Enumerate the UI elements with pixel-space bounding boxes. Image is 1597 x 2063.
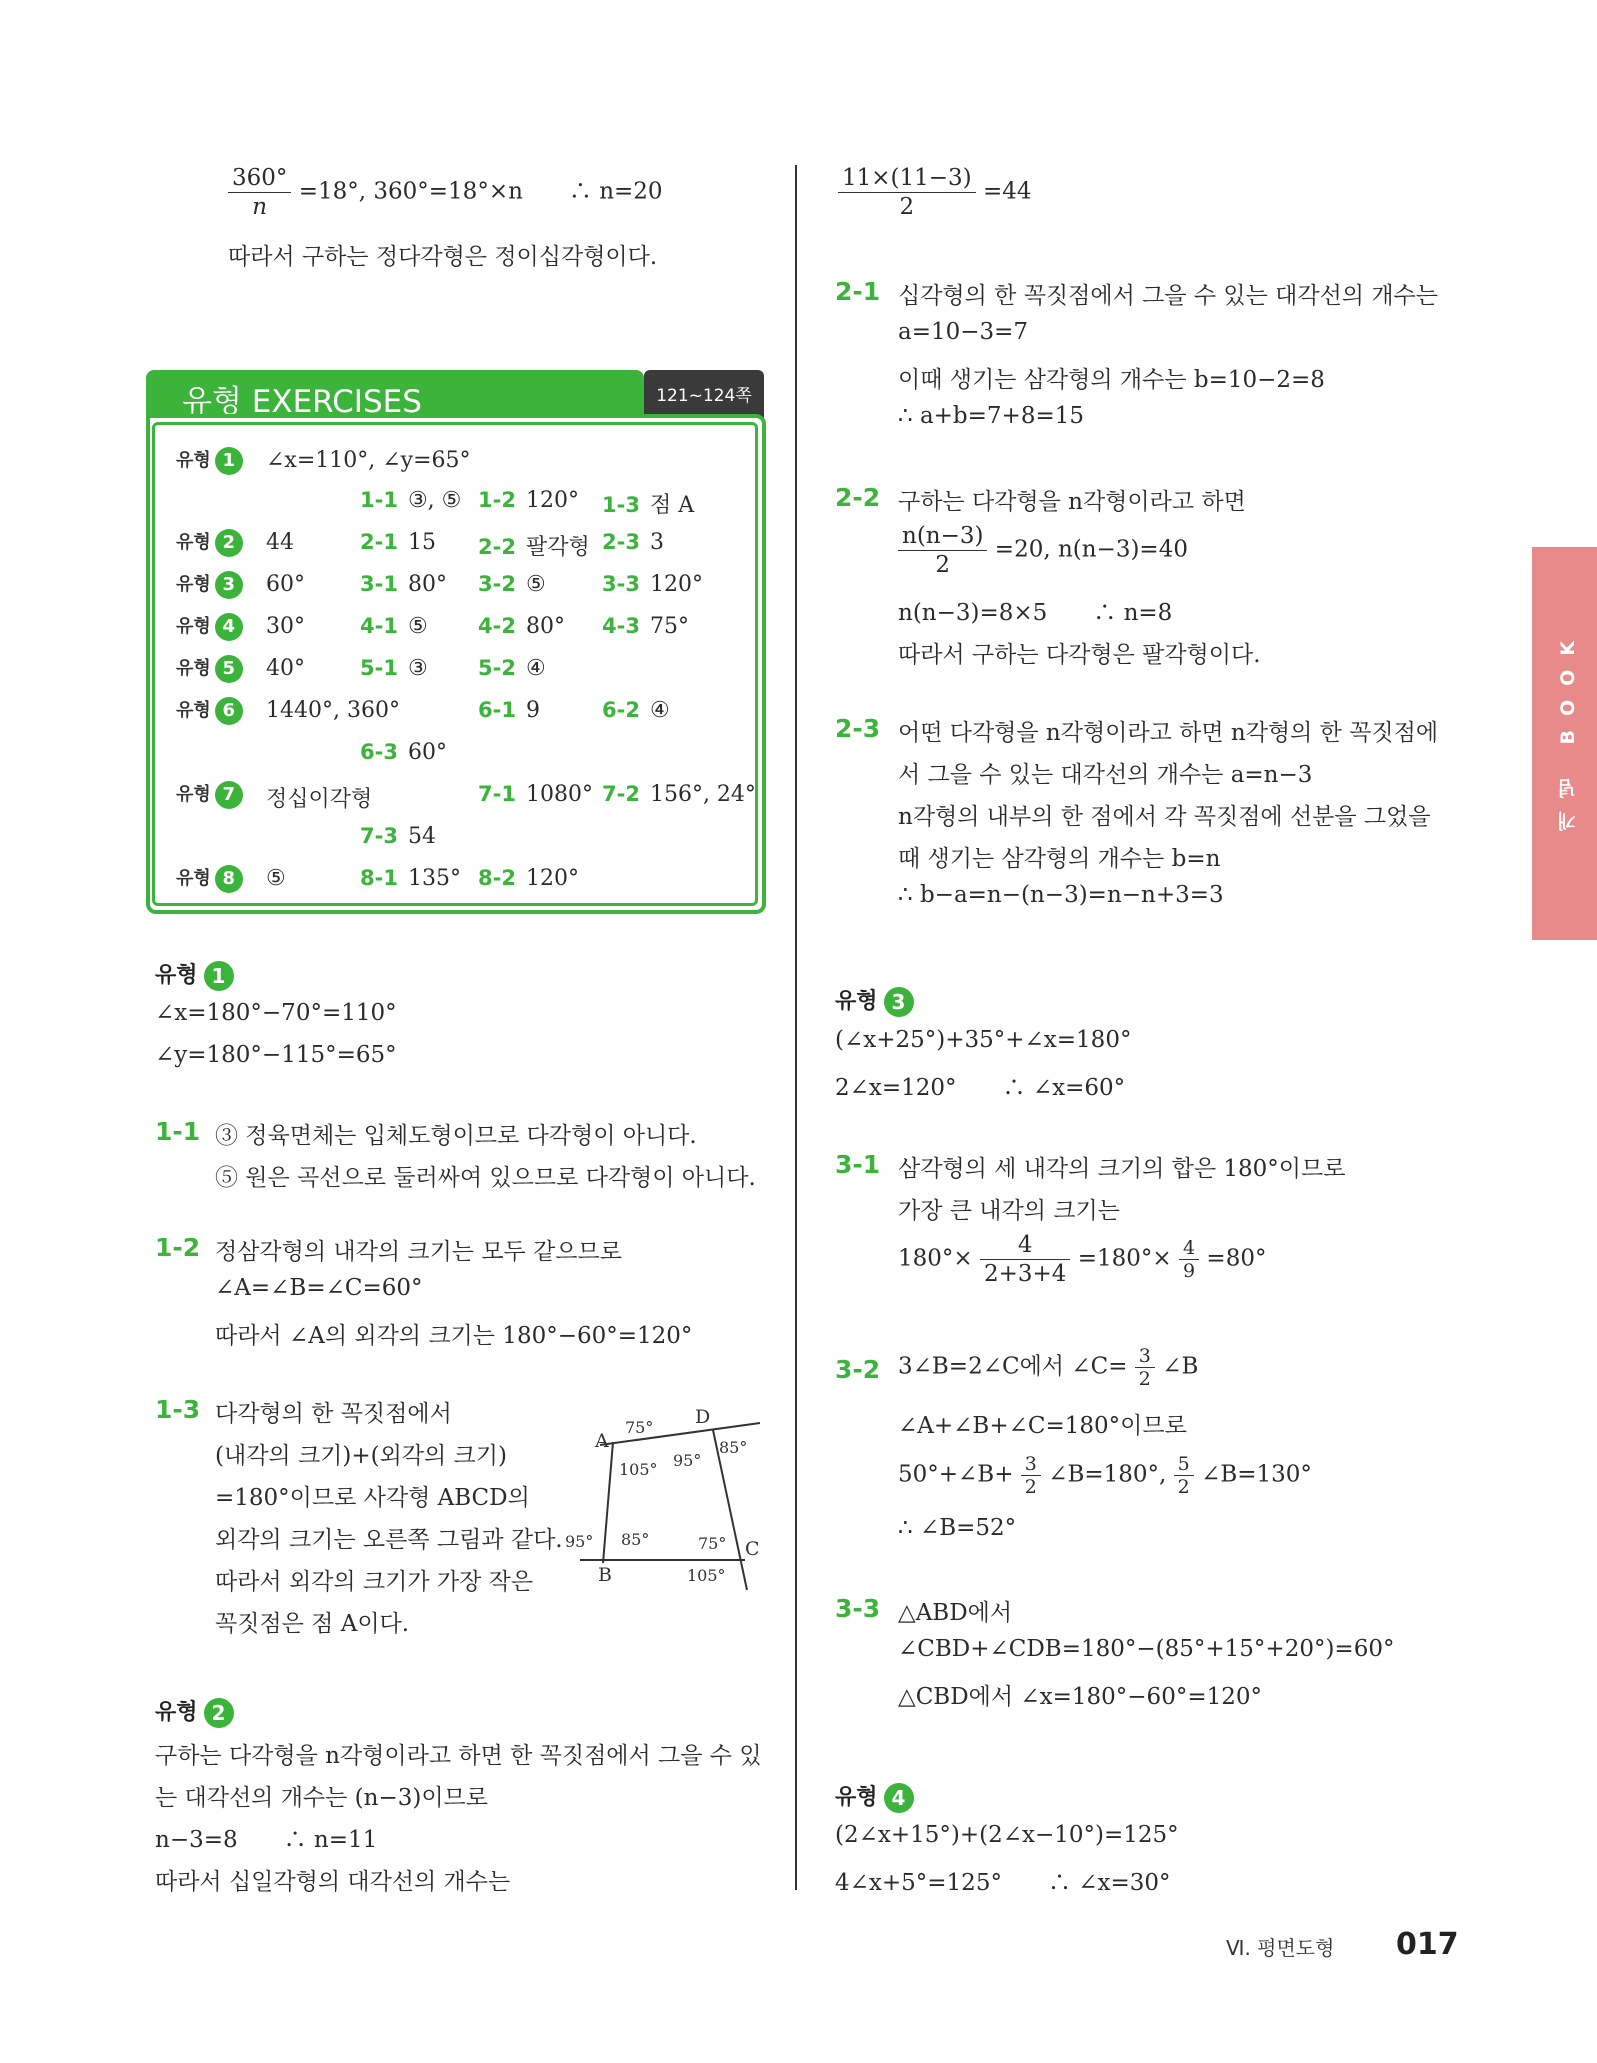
problem-label: 3-1: [835, 1150, 881, 1179]
solution-line: ∠CBD+∠CDB=180°−(85°+15°+20°)=60°: [898, 1636, 1395, 1662]
number-badge: 3: [884, 987, 914, 1017]
exercise-item: 1-2 120°: [478, 488, 579, 513]
exercise-row-label: 유형 1: [176, 446, 243, 475]
solution-line: 때 생기는 삼각형의 개수는 b=n: [898, 846, 1221, 872]
solution-line: ∠A+∠B+∠C=180°이므로: [898, 1413, 1187, 1439]
solution-line: 외각의 크기는 오른쪽 그림과 같다.: [215, 1527, 563, 1553]
section-side-tab: [1532, 547, 1597, 940]
solution-line: 50°+∠B+ $\frac{3}{2}$ ∠B=180°, $\frac{5}{2}$ ∠B=130°: [898, 1453, 1312, 1498]
exercises-page-range: 121~124쪽: [644, 370, 764, 418]
solution-line: 180°× $\frac{4}{2+3+4}$ =180°× $\frac{4}{9}$ =80°: [898, 1232, 1267, 1287]
exercise-item: 8-2 120°: [478, 866, 579, 891]
solution-line: 십각형의 한 꼭짓점에서 그을 수 있는 대각선의 개수는: [898, 283, 1438, 309]
solution-line: 3∠B=2∠C에서 ∠C= $\frac{3}{2}$ ∠B: [898, 1345, 1199, 1390]
solution-line: 구하는 다각형을 n각형이라고 하면: [898, 489, 1246, 515]
chapter-footer: Ⅵ. 평면도형: [1226, 1936, 1335, 1960]
vertex-c-label: C: [745, 1538, 760, 1560]
exercise-item: 4-1 ⑤: [360, 614, 428, 639]
fraction: $\frac{4}{2+3+4}$: [980, 1231, 1070, 1288]
solution-line: n−3=8 ∴ n=11: [155, 1827, 378, 1853]
angle-b-exterior: 95°: [565, 1532, 594, 1551]
problem-label: 2-2: [835, 483, 881, 512]
solution-line: a=10−3=7: [898, 319, 1029, 345]
exercise-item: 2-2 팔각형: [478, 535, 590, 560]
number-badge: 6: [215, 697, 243, 725]
solution-line: 따라서 외각의 크기가 가장 작은: [215, 1569, 534, 1595]
solution-line: △CBD에서 ∠x=180°−60°=120°: [898, 1684, 1262, 1710]
exercise-item: 7-2 156°, 24°: [602, 782, 756, 807]
solution-line: △ABD에서: [898, 1600, 1013, 1626]
exercise-answer: ∠x=110°, ∠y=65°: [266, 448, 471, 473]
solution-line: ∴ b−a=n−(n−3)=n−n+3=3: [898, 882, 1224, 908]
number-badge: 1: [204, 961, 234, 991]
number-badge: 7: [215, 781, 243, 809]
exercises-box: [146, 370, 764, 912]
type-2-heading: 유형 2: [155, 1695, 234, 1728]
number-badge: 4: [215, 613, 243, 641]
problem-label: 1-2: [155, 1233, 201, 1262]
number-badge: 2: [215, 529, 243, 557]
column-divider: [795, 165, 797, 1890]
problem-label: 2-1: [835, 277, 881, 306]
exercise-item: 8-1 135°: [360, 866, 461, 891]
page-number: 017: [1396, 1927, 1459, 1962]
solution-line: ∠x=180°−70°=110°: [155, 1000, 397, 1026]
solution-line: =180°이므로 사각형 ABCD의: [215, 1485, 530, 1511]
top-left-conclusion: 따라서 구하는 정다각형은 정이십각형이다.: [228, 244, 658, 270]
solution-line: $\frac{n(n-3)}{2}$ =20, n(n−3)=40: [898, 522, 1188, 579]
side-tab-label: 개념 BOOK: [1557, 627, 1579, 832]
solution-line: (∠x+25°)+35°+∠x=180°: [835, 1027, 1132, 1053]
solution-line: 따라서 십일각형의 대각선의 개수는: [155, 1869, 511, 1895]
problem-label: 2-3: [835, 714, 881, 743]
exercise-item: 4-3 75°: [602, 614, 689, 639]
number-badge: 1: [215, 447, 243, 475]
solution-line: (2∠x+15°)+(2∠x−10°)=125°: [835, 1822, 1179, 1848]
angle-d-interior: 95°: [673, 1451, 702, 1470]
type-1-heading: 유형 1: [155, 958, 234, 991]
solution-line: (내각의 크기)+(외각의 크기): [215, 1443, 507, 1469]
exercise-item: 4-2 80°: [478, 614, 565, 639]
angle-c-exterior: 105°: [687, 1566, 726, 1585]
angle-a-exterior: 75°: [625, 1418, 654, 1437]
fraction-360-over-n: $\frac{360^\circ}{n}$: [228, 164, 291, 221]
solution-line: ∠A=∠B=∠C=60°: [215, 1275, 423, 1301]
exercise-item: 1-1 ③, ⑤: [360, 488, 462, 513]
quadrilateral-figure: [565, 1395, 770, 1595]
solution-line: 가장 큰 내각의 크기는: [898, 1198, 1120, 1224]
problem-label: 1-1: [155, 1117, 201, 1146]
number-badge: 8: [215, 865, 243, 893]
exercise-answer: ⑤: [266, 866, 286, 891]
exercise-item: 2-1 15: [360, 530, 436, 555]
solution-line: 서 그을 수 있는 대각선의 개수는 a=n−3: [898, 762, 1313, 788]
solution-line: 어떤 다각형을 n각형이라고 하면 n각형의 한 꼭짓점에: [898, 720, 1439, 746]
exercises-title: 유형 EXERCISES: [182, 384, 422, 420]
solution-line: 따라서 구하는 다각형은 팔각형이다.: [898, 642, 1261, 668]
exercise-answer: 40°: [266, 656, 305, 681]
fraction: $\frac{3}{2}$: [1021, 1453, 1041, 1498]
exercise-row-label: 유형 8: [176, 864, 243, 893]
solution-line: ∠y=180°−115°=65°: [155, 1042, 397, 1068]
exercise-item: 2-3 3: [602, 530, 664, 555]
fraction: $\frac{5}{2}$: [1174, 1453, 1194, 1498]
solution-line: 다각형의 한 꼭짓점에서: [215, 1401, 452, 1427]
problem-label: 1-3: [155, 1395, 201, 1424]
fraction: $\frac{11\times(11-3)}{2}$: [838, 164, 976, 221]
vertex-a-label: A: [595, 1430, 609, 1452]
exercise-row-label: 유형 2: [176, 528, 243, 557]
angle-a-interior: 105°: [619, 1460, 658, 1479]
angle-c-interior: 75°: [698, 1534, 727, 1553]
fraction: $\frac{4}{9}$: [1179, 1237, 1199, 1282]
problem-label: 3-2: [835, 1355, 881, 1384]
exercise-item: 6-3 60°: [360, 740, 447, 765]
line-ab: [603, 1442, 613, 1563]
solution-line: 2∠x=120° ∴ ∠x=60°: [835, 1075, 1126, 1101]
angle-b-interior: 85°: [621, 1530, 650, 1549]
angle-d-exterior: 85°: [719, 1438, 748, 1457]
number-badge: 5: [215, 655, 243, 683]
exercise-item: 6-2 ④: [602, 698, 670, 723]
vertex-b-label: B: [598, 1564, 612, 1586]
exercise-row-label: 유형 4: [176, 612, 243, 641]
vertex-d-label: D: [695, 1406, 711, 1428]
exercise-row-label: 유형 7: [176, 780, 243, 809]
exercise-item: 3-1 80°: [360, 572, 447, 597]
type-4-heading: 유형 4: [835, 1780, 914, 1813]
exercise-item: 1-3 점 A: [602, 493, 695, 518]
solution-line: 따라서 ∠A의 외각의 크기는 180°−60°=120°: [215, 1323, 693, 1349]
exercise-item: 6-1 9: [478, 698, 540, 723]
solution-line: 는 대각선의 개수는 (n−3)이므로: [155, 1785, 488, 1811]
problem-label: 3-3: [835, 1594, 881, 1623]
solution-line: ∴ a+b=7+8=15: [898, 403, 1084, 429]
exercise-item: 7-1 1080°: [478, 782, 593, 807]
fraction: $\frac{3}{2}$: [1135, 1345, 1155, 1390]
solution-line: 이때 생기는 삼각형의 개수는 b=10−2=8: [898, 367, 1325, 393]
exercise-row-label: 유형 3: [176, 570, 243, 599]
exercise-answer: 60°: [266, 572, 305, 597]
exercise-answer: 정십이각형: [266, 787, 373, 812]
solution-line: 4∠x+5°=125° ∴ ∠x=30°: [835, 1870, 1171, 1896]
top-left-equation: $\frac{360^\circ}{n}$ =18°, 360°=18°×n ∴ n=20: [228, 164, 663, 221]
solution-line: 삼각형의 세 내각의 크기의 합은 180°이므로: [898, 1156, 1346, 1182]
exercise-item: 5-2 ④: [478, 656, 546, 681]
exercise-item: 5-1 ③: [360, 656, 428, 681]
number-badge: 2: [204, 1698, 234, 1728]
diagonal-count-equation: $\frac{11\times(11-3)}{2}$ =44: [838, 164, 1032, 221]
solution-line: ⑤ 원은 곡선으로 둘러싸여 있으므로 다각형이 아니다.: [215, 1165, 756, 1191]
exercise-answer: 1440°, 360°: [266, 698, 400, 723]
number-badge: 4: [884, 1783, 914, 1813]
exercise-item: 3-2 ⑤: [478, 572, 546, 597]
solution-line: 구하는 다각형을 n각형이라고 하면 한 꼭짓점에서 그을 수 있: [155, 1743, 762, 1769]
exercise-answer: 30°: [266, 614, 305, 639]
solution-line: 꼭짓점은 점 A이다.: [215, 1611, 410, 1637]
type-3-heading: 유형 3: [835, 984, 914, 1017]
exercise-item: 7-3 54: [360, 824, 436, 849]
number-badge: 3: [215, 571, 243, 599]
exercise-row-label: 유형 6: [176, 696, 243, 725]
exercise-row-label: 유형 5: [176, 654, 243, 683]
fraction: $\frac{n(n-3)}{2}$: [898, 522, 987, 579]
solution-line: 정삼각형의 내각의 크기는 모두 같으므로: [215, 1239, 622, 1265]
exercise-answer: 44: [266, 530, 294, 555]
exercise-item: 3-3 120°: [602, 572, 703, 597]
solution-line: ∴ ∠B=52°: [898, 1515, 1017, 1541]
solution-line: n각형의 내부의 한 점에서 각 꼭짓점에 선분을 그었을: [898, 804, 1431, 830]
solution-line: ③ 정육면체는 입체도형이므로 다각형이 아니다.: [215, 1123, 697, 1149]
solution-line: n(n−3)=8×5 ∴ n=8: [898, 600, 1173, 626]
